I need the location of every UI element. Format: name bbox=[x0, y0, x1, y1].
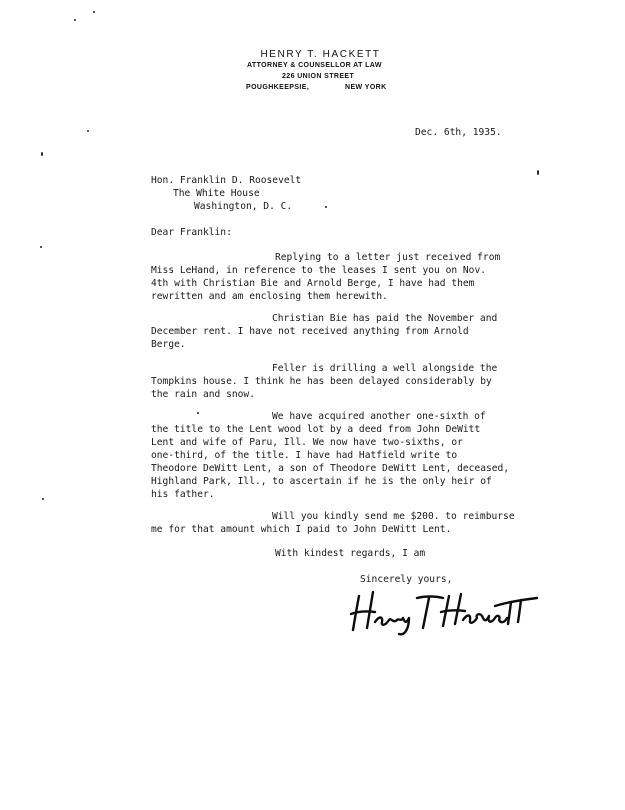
scan-speck bbox=[41, 152, 43, 156]
paragraph-3-line-2: Tompkins house. I think he has been delayed considerably by bbox=[151, 376, 492, 387]
paragraph-1-line-2: Miss LeHand, in reference to the leases I sent you on Nov. bbox=[151, 265, 487, 276]
paragraph-4-line-4: one-third, of the title. I have had Hatfield write to bbox=[151, 450, 458, 461]
paragraph-2-line-2: December rent. I have not received anything from Arnold bbox=[151, 326, 469, 337]
scan-speck bbox=[40, 246, 42, 248]
scan-speck bbox=[197, 412, 199, 414]
paragraph-4-line-6: Highland Park, Ill., to ascertain if he is the only heir of bbox=[151, 476, 492, 487]
letterhead-name: HENRY T. HACKETT bbox=[260, 49, 381, 60]
paragraph-4-line-5: Theodore DeWitt Lent, a son of Theodore DeWitt Lent, deceased, bbox=[151, 463, 510, 474]
scan-speck bbox=[537, 170, 539, 175]
paragraph-4-line-7: his father. bbox=[151, 489, 215, 500]
paragraph-1-line-1: Replying to a letter just received from bbox=[275, 252, 501, 263]
scan-speck bbox=[93, 11, 95, 13]
paragraph-5-line-2: me for that amount which I paid to John DeWitt Lent. bbox=[151, 524, 452, 535]
scan-speck bbox=[87, 130, 89, 132]
paragraph-2-line-1: Christian Bie has paid the November and bbox=[272, 313, 498, 324]
letterhead-title: ATTORNEY & COUNSELLOR AT LAW bbox=[247, 62, 382, 69]
paragraph-2-line-3: Berge. bbox=[151, 339, 186, 350]
scan-speck bbox=[42, 498, 44, 500]
paragraph-4-line-1: We have acquired another one-sixth of bbox=[272, 411, 486, 422]
letterhead-city: POUGHKEEPSIE, bbox=[246, 84, 310, 91]
paragraph-3-line-1: Feller is drilling a well alongside the bbox=[272, 363, 498, 374]
scan-speck bbox=[74, 19, 76, 21]
handwritten-signature bbox=[345, 584, 540, 639]
closing-regards: With kindest regards, I am bbox=[275, 548, 426, 559]
salutation: Dear Franklin: bbox=[151, 227, 232, 238]
paragraph-4-line-3: Lent and wife of Paru, Ill. We now have two-sixths, or bbox=[151, 437, 463, 448]
paragraph-1-line-4: rewritten and am enclosing them herewith. bbox=[151, 291, 388, 302]
paragraph-4-line-2: the title to the Lent wood lot by a deed from John DeWitt bbox=[151, 424, 481, 435]
paragraph-1-line-3: 4th with Christian Bie and Arnold Berge, I have had them bbox=[151, 278, 475, 289]
recipient-line-2: The White House bbox=[173, 188, 260, 199]
recipient-line-1: Hon. Franklin D. Roosevelt bbox=[151, 175, 302, 186]
letterhead-state: NEW YORK bbox=[345, 84, 387, 91]
letter-date: Dec. 6th, 1935. bbox=[415, 127, 502, 138]
letterhead-street: 226 UNION STREET bbox=[282, 73, 355, 80]
paragraph-5-line-1: Will you kindly send me $200. to reimburse bbox=[272, 511, 515, 522]
scan-speck bbox=[325, 206, 327, 208]
paragraph-3-line-3: the rain and snow. bbox=[151, 389, 255, 400]
recipient-line-3: Washington, D. C. bbox=[194, 201, 293, 212]
complimentary-close: Sincerely yours, bbox=[360, 574, 453, 585]
